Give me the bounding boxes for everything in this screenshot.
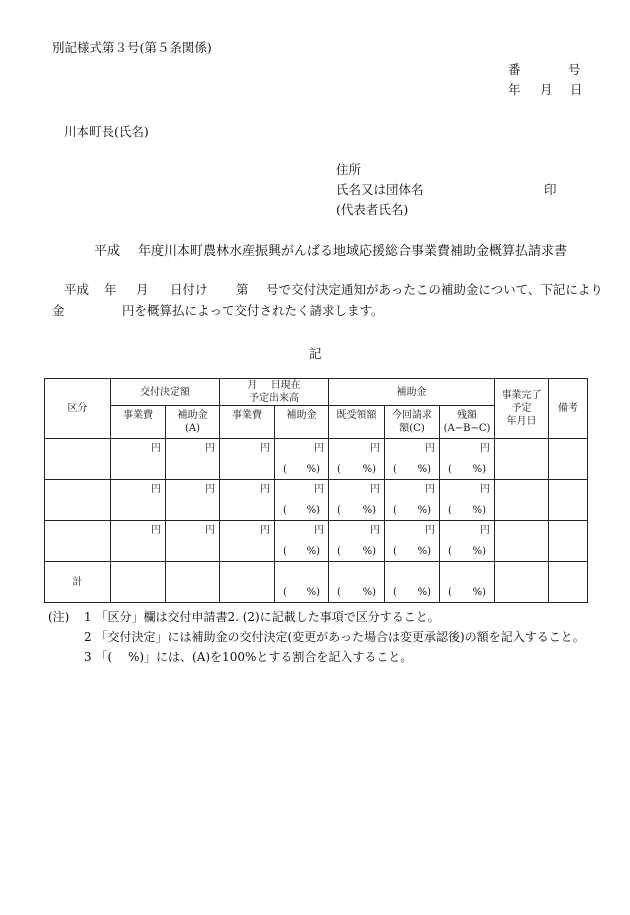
yen-unit: 円 [425,525,435,536]
percent-field [333,586,380,599]
pct-open: ( [448,464,452,475]
sub-kiju: 既受領額 [329,406,385,439]
header-genzai-line1: 月 日現在 [247,380,301,391]
pct-open: ( [283,587,287,598]
pct-close: %) [472,505,487,516]
pct-close: %) [362,587,376,598]
body-line2-rest: 円を概算払によって交付されたく請求します。 [122,303,384,318]
body-line1-rest: 号で交付決定通知があったこの補助金について、下記により [266,282,603,297]
pct-close: %) [306,505,320,516]
header-kubun: 区分 [45,379,111,439]
sub-zangaku-line2: (A−B−C) [443,423,491,434]
header-kanryo [495,379,549,439]
body-dated: 日付け [170,282,208,297]
body-month: 月 [136,282,149,297]
header-kanryo-line3: 年月日 [506,416,537,427]
total-cell[interactable] [111,562,166,603]
percent-field [279,586,324,599]
pct-open: ( [337,464,341,475]
percent-field [389,586,435,599]
yen-unit: 円 [151,484,161,495]
row-kubun-cell[interactable] [45,480,111,521]
pct-close: %) [362,546,376,557]
row-biko-cell[interactable] [549,439,588,480]
yen-unit: 円 [151,525,161,536]
pct-open: ( [283,464,287,475]
yen-unit: 円 [260,525,270,536]
header-genzai-line2: 予定出来高 [249,393,299,404]
header-biko: 備考 [549,379,588,439]
sub-konkai [385,406,440,439]
percent-field [389,504,435,517]
pct-open: ( [448,505,452,516]
total-label: 計 [45,562,111,603]
applicant-name: 氏名又は団体名 [336,182,424,197]
row-kanryo-cell[interactable] [495,480,549,521]
applicant-address: 住所 [336,162,362,177]
sub-konkai-line2: 額(C) [399,423,425,434]
sub-hojokin-a [166,406,220,439]
body-year: 年 [104,282,117,297]
header-genzai [220,379,329,406]
sub-zangaku [440,406,495,439]
percent-field [279,463,324,476]
yen-unit: 円 [370,443,380,454]
pct-open: ( [448,546,452,557]
notes-label: (注) [48,610,70,624]
percent-field [333,504,380,517]
number-suffix: 号 [568,62,581,77]
percent-field [279,545,324,558]
document-title: 年度川本町農林水産振興がんばる地域応援総合事業費補助金概算払請求書 [138,244,568,259]
date-year: 年 [508,82,521,97]
percent-field [444,463,490,476]
note-3: 3 「( %)」には、(A)を100%とする割合を記入すること。 [84,650,413,664]
sub-hojokin-2: 補助金 [275,406,329,439]
pct-close: %) [417,464,431,475]
yen-unit: 円 [480,484,491,495]
pct-close: %) [306,464,320,475]
total-cell[interactable] [495,562,549,603]
pct-close: %) [417,505,431,516]
row-kanryo-cell[interactable] [495,521,549,562]
header-kofu-kettei: 交付決定額 [111,379,220,406]
yen-unit: 円 [314,525,324,536]
table-row [45,480,588,521]
pct-close: %) [472,546,487,557]
percent-field [389,463,435,476]
pct-open: ( [393,505,397,516]
pct-open: ( [393,464,397,475]
total-cell[interactable] [220,562,275,603]
body-dai: 第 [236,282,249,297]
request-table [44,378,588,603]
yen-unit: 円 [260,484,270,495]
percent-field [389,545,435,558]
date-month: 月 [540,82,553,97]
header-hojokin: 補助金 [329,379,495,406]
yen-unit: 円 [314,484,324,495]
sub-jigyohi: 事業費 [111,406,166,439]
percent-field [333,545,380,558]
pct-close: %) [417,587,431,598]
sub-jigyohi-2: 事業費 [220,406,275,439]
yen-unit: 円 [425,484,435,495]
header-kanryo-line1: 事業完了 [501,390,542,401]
pct-close: %) [306,587,320,598]
row-biko-cell[interactable] [549,480,588,521]
row-kubun-cell[interactable] [45,521,111,562]
yen-unit: 円 [480,443,491,454]
note-2: 2 「交付決定」には補助金の交付決定(変更があった場合は変更承認後)の額を記入すること。 [84,630,585,644]
total-cell[interactable] [549,562,588,603]
row-kanryo-cell[interactable] [495,439,549,480]
sub-zangaku-line1: 残額 [457,410,477,421]
note-1: 1 「区分」欄は交付申請書2. (2)に記載した事項で区分すること。 [84,610,440,624]
sub-hojokin-label: 補助金 [177,410,208,421]
percent-field [444,586,490,599]
yen-unit: 円 [314,443,324,454]
yen-unit: 円 [205,443,215,454]
yen-unit: 円 [425,443,435,454]
pct-open: ( [393,587,397,598]
yen-unit: 円 [370,525,380,536]
pct-open: ( [283,505,287,516]
header-kanryo-line2: 予定 [511,403,532,414]
pct-close: %) [472,587,487,598]
body-era: 平成 [64,282,90,297]
form-reference: 別記様式第３号(第５条関係) [52,40,212,55]
ki-heading: 記 [309,346,322,361]
row-kubun-cell[interactable] [45,439,111,480]
addressee: 川本町長(氏名) [64,124,149,139]
pct-close: %) [362,464,376,475]
yen-unit: 円 [370,484,380,495]
body-kin: 金 [52,303,65,318]
yen-unit: 円 [205,484,215,495]
applicant-representative: (代表者氏名) [336,202,409,217]
pct-close: %) [417,546,431,557]
pct-open: ( [393,546,397,557]
yen-unit: 円 [480,525,491,536]
percent-field [444,504,490,517]
percent-field [444,545,490,558]
pct-open: ( [337,546,341,557]
percent-field [333,463,380,476]
table-row-total [45,562,588,603]
pct-open: ( [448,587,452,598]
total-cell[interactable] [166,562,220,603]
number-label: 番 [508,62,521,77]
pct-open: ( [337,587,341,598]
table-row [45,439,588,480]
sub-konkai-line1: 今回請求 [392,410,432,421]
table-row [45,521,588,562]
yen-unit: 円 [151,443,161,454]
pct-open: ( [337,505,341,516]
yen-unit: 円 [205,525,215,536]
sub-hojokin-a-label: (A) [184,423,201,434]
seal-mark: 印 [544,182,557,197]
date-day: 日 [570,82,583,97]
pct-open: ( [283,546,287,557]
pct-close: %) [362,505,376,516]
pct-close: %) [472,464,487,475]
pct-close: %) [306,546,320,557]
yen-unit: 円 [260,443,270,454]
row-biko-cell[interactable] [549,521,588,562]
title-era: 平成 [94,244,121,259]
percent-field [279,504,324,517]
